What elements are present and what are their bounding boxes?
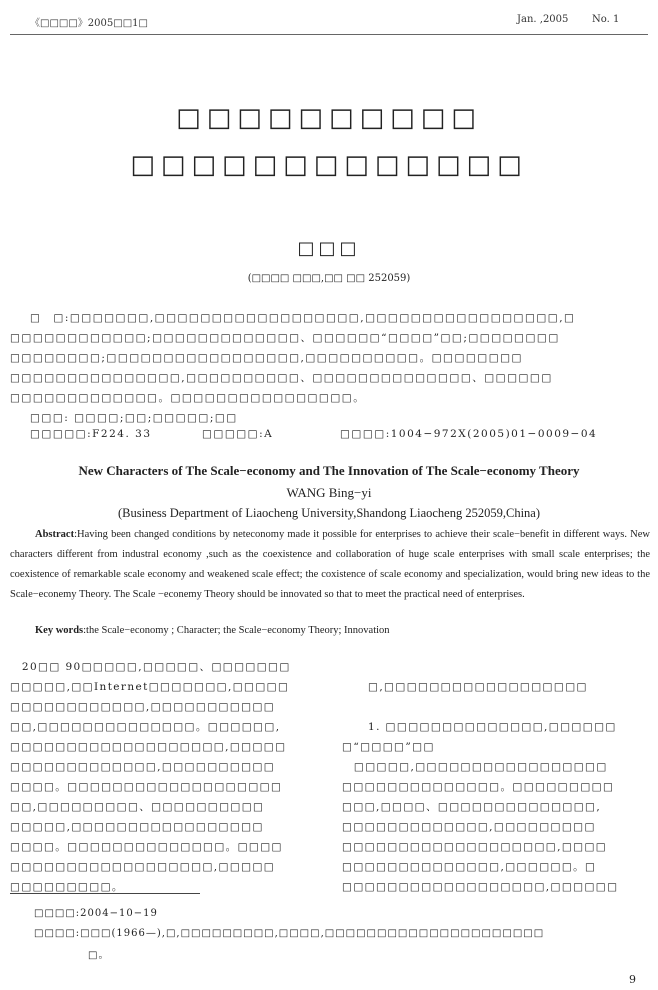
page-number: 9 — [629, 973, 636, 986]
paper-title-line-2: □□□□□□□□□□□□□ — [130, 150, 528, 180]
body-line: □□□□□□□□□□□□□□□□□□,□□□□□ — [10, 861, 276, 873]
clc-label: □□□□□ — [30, 428, 88, 440]
body-line: □□,□□□□□□□□□、□□□□□□□□□□ — [10, 801, 265, 813]
body-line: □□□□□□□□□□□□,□□□□□□□□□□□ — [10, 701, 276, 713]
abstract-text: :Having been changed conditions by neteconomy made it possible for enterprises to achieve their scale−benefit in different ways. New characters different from industral economy ,such as the coexistence and collaboration of huge scale enterprises with small scale enterprises; the coexistence of remarkable scale economy and weakened scale effect; the coxistence of scale economy and specialization, would bring new ideas to the Scale−econemy Theory. The Scale −econemy Theory should be innovated so that to meet the practical need of enterprises. — [10, 529, 650, 600]
body-line: □,□□□□□□□□□□□□□□□□□□ — [368, 681, 588, 693]
body-line: □□□□□□□□□□□□□□,□□□□□□。□ — [342, 861, 597, 873]
clc-number — [30, 424, 152, 444]
body-line: □□□□□□□□□。 — [10, 881, 124, 893]
body-line: □□□□□,□□□□□□□□□□□□□□□□□ — [10, 821, 264, 833]
body-line: □□□□。□□□□□□□□□□□□□□。□□□□ — [10, 841, 283, 853]
abstract-cn-line: □□□□□□□□□□□□□□□,□□□□□□□□□□、□□□□□□□□□□□□□□、□□□□□□ — [10, 372, 553, 384]
body-right-column — [342, 677, 650, 897]
body-line: □□□□□□□□□□□□□,□□□□□□□□□□ — [10, 761, 276, 773]
body-line: □□□□□□□□□□□□□□。□□□□□□□□□ — [342, 781, 615, 793]
abstract-cn-line: □□□□□□□□;□□□□□□□□□□□□□□□□□,□□□□□□□□□□。□□□□□□□□ — [10, 352, 523, 364]
abstract-cn-line: □ □:□□□□□□□,□□□□□□□□□□□□□□□□□□,□□□□□□□□□□□□□□□□□,□ — [30, 312, 576, 324]
english-affiliation: (Business Department of Liaocheng University,Shandong Liaocheng 252059,China) — [117, 506, 540, 520]
english-abstract — [10, 525, 650, 605]
author-name-cn: □□□ — [297, 238, 361, 259]
body-line: □□□□。□□□□□□□□□□□□□□□□□□□ — [10, 781, 283, 793]
keywords-cn: □□□: □□□□;□□;□□□□□;□□ — [30, 412, 238, 424]
received-date: □□□□:2004−10−19 — [34, 908, 158, 919]
running-header-left: 《□□□□》2005□□1□ — [30, 18, 148, 29]
body-line: □□□,□□□□、□□□□□□□□□□□□□□, — [342, 801, 602, 813]
running-header-date: Jan. ,2005 — [517, 14, 569, 25]
abstract-cn-line: □□□□□□□□□□□□;□□□□□□□□□□□□□、□□□□□□“□□□□”□□;□□□□□□□□ — [10, 332, 560, 344]
article-no-value: :1004−972X(2005)01−0009−04 — [385, 428, 598, 440]
abstract-label: Abstract — [35, 529, 75, 540]
article-number — [340, 424, 597, 444]
body-line: □□□□□□□□□□□□□□□□□□□,□□□□□ — [10, 741, 287, 753]
body-line: □□□□□□□□□□□□□□□□□□□,□□□□ — [342, 841, 608, 853]
doc-code-value: :A — [259, 428, 274, 440]
english-title: New Characters of The Scale−economy and The Innovation of The Scale−economy Theory — [78, 463, 580, 478]
body-line — [342, 697, 650, 717]
doc-code-label: □□□□□ — [202, 428, 260, 440]
body-line: □□□□□□□□□□□□□,□□□□□□□□□ — [342, 821, 596, 833]
author-bio-cont: □。 — [88, 950, 110, 961]
abstract-cn — [10, 308, 650, 428]
footnote-rule — [10, 893, 200, 894]
clc-value: :F224. 33 — [87, 428, 152, 440]
body-line: □□,□□□□□□□□□□□□□□。□□□□□□, — [10, 721, 281, 733]
section-heading-1: 1. □□□□□□□□□□□□□□,□□□□□□ — [368, 721, 617, 733]
english-author: WANG Bing−yi — [286, 485, 372, 500]
body-line: 20□□ 90□□□□□,□□□□□、□□□□□□□ — [10, 661, 291, 673]
body-line: □□□□□,□□□□□□□□□□□□□□□□□ — [342, 761, 608, 773]
author-affiliation-cn: (□□□□ □□□,□□ □□ 252059) — [247, 273, 411, 284]
keywords-text: :the Scale−economy ; Character; the Scale−economy Theory; Innovation — [83, 625, 390, 636]
english-keywords — [10, 621, 650, 641]
running-header-issue: No. 1 — [592, 14, 620, 25]
paper-title-line-1: □□□□□□□□□□ — [176, 103, 482, 133]
author-bio: □□□□:□□□(1966—),□,□□□□□□□□□,□□□□,□□□□□□□□□□□□□□□□□□□□□ — [34, 928, 545, 939]
header-rule — [10, 34, 648, 35]
document-code — [202, 424, 273, 444]
section-heading-1-cont: □“□□□□”□□ — [342, 741, 435, 753]
keywords-label: Key words — [35, 625, 84, 636]
body-line: □□□□□,□□Internet□□□□□□□,□□□□□ — [10, 681, 290, 693]
body-line: □□□□□□□□□□□□□□□□□□,□□□□□□ — [342, 881, 619, 893]
body-left-column — [10, 657, 326, 897]
abstract-cn-line: □□□□□□□□□□□□□。□□□□□□□□□□□□□□□□。 — [10, 392, 366, 404]
article-no-label: □□□□ — [340, 428, 386, 440]
